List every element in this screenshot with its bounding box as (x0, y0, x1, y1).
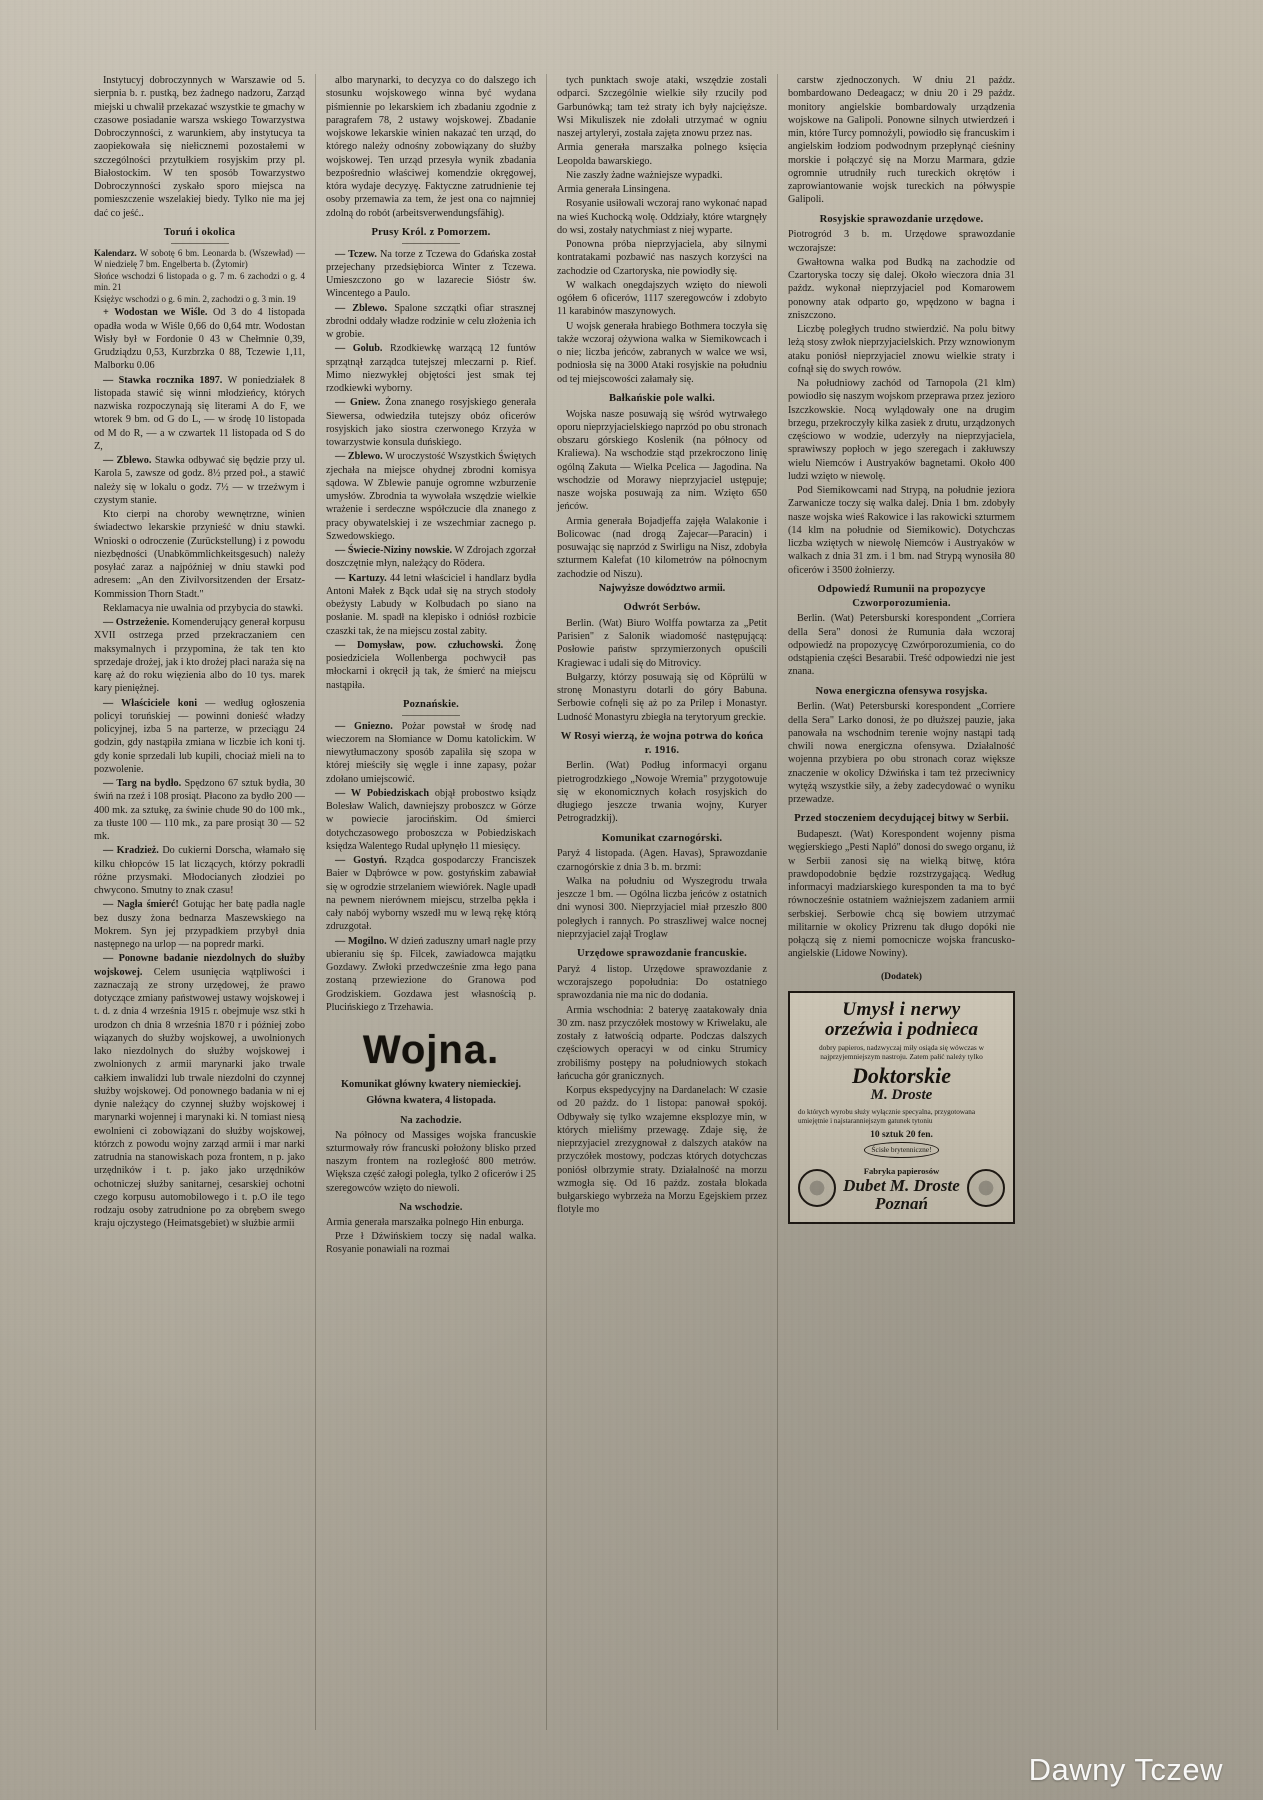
item-stawka-body: W poniedziałek 8 listopada stawić się winni młodzieńcy, których nazwiska rozpoczynają się literami A do F, we wtorek 9 bm. od G do L, — w środę 10 listopada od M do R, — a w czwartek 11 listopada od S do Z, (94, 374, 305, 452)
item-ostrzezenie-body: Komenderujący generał korpusu XVII ostrzega przed przekraczaniem cen maksymalnych i przypomina, że tak ten kto sprzedaje drożej, jak i kto drożej płaci naraża się na karę aż do roku więzienia albo do 10 tys. marek kary pieniężnej. (94, 617, 305, 695)
calendar-line-1: W sobotę 6 bm. Leonarda b. (Wszewład) — W niedzielę 7 bm. Engelberta b. (Żytomir) (94, 247, 305, 269)
masthead-wojna: Wojna. (362, 1028, 500, 1073)
item-mogilno-title: — Mogilno. (335, 935, 387, 947)
heading-balkanskie-pole-walki: Bałkańskie pole walki. (609, 392, 715, 404)
ad-price: 10 sztuk 20 fen. (870, 1129, 933, 1140)
divider (171, 243, 229, 244)
item-kartuzy-body: 44 letni właściciel i handlarz bydła Antoni Małek z Bąck udał się na strych stodoły obeżysty Labudy w Kolbudach po siano na posłanie. M. spadł na klepisko i odniósł rozbicie czaszki tak, że na miejscu zostal zabity. (326, 572, 537, 637)
ad-headline-1: Umysł i nerwy (842, 999, 961, 1021)
paragraph: Nie zaszły żadne ważniejsze wypadki. (566, 169, 723, 181)
heading-rosyjskie-sprawozdanie: Rosyjskie sprawozdanie urzędowe. (819, 213, 984, 225)
ad-brand-name: Doktorskie (852, 1063, 951, 1089)
item-gniezno (326, 720, 536, 786)
paragraph-chory: Kto cierpi na choroby wewnętrzne, winien świadectwo lekarskie przynieść w dniu stawki. Wnioski o odroczenie (Zurückstellung) i z powodu niezbędności (Unabkömmlichkeitsgesuch) należy posyłać zaraz a najpóźniej w dniu stawki pod adresem: „An den Zivilvorsitzenden der Ersatz-Kommission Thorn Stadt." (94, 509, 305, 600)
item-nagla-body: Gotując her batę padła nagle bez duszy żona bednarza Maszewskiego na Mokrem. Syn jej przypadkiem przybył dnia następnego na urlop — na popredr marki. (94, 899, 305, 951)
label-armia-leopold: Armia generała marszałka polnego księcia Leopolda bawarskiego. (557, 142, 767, 167)
item-targ-title: — Targ na bydło. (103, 778, 182, 790)
item-kartuzy-title: — Kartuzy. (335, 572, 387, 584)
ad-description: do których wyrobu służy wyłącznie specyalna, przygotowana umiejętnie i najstaranniejszym gatunek tytoniu (798, 1107, 976, 1125)
item-gniezno-body: Pożar powstał w środę nad wieczorem na Słomiance w Domu katolickim. W niewytłumaczony sposób zapaliła się szopa w której mieściły się węgle i inne zapasy, pożar zdołano umiejscowić. (326, 720, 536, 785)
item-golub-title: — Golub. (335, 343, 383, 355)
item-zblewo-body: Spalone szczątki ofiar strasznej zbrodni oddały władze rodzinie w celu złożenia ich w grobie. (326, 302, 537, 341)
item-swiecie-title: — Świecie-Niziny nowskie. (335, 545, 453, 557)
item-ostrzezenie-title: — Ostrzeżenie. (103, 617, 170, 629)
label-najwyzsze-dowodztwo: Najwyższe dowództwo armii. (598, 582, 726, 594)
item-swiecie (326, 544, 536, 571)
paragraph: U wojsk generała hrabiego Bothmera toczyła się także wczoraj ożywiona walka w Siemikowcach i o nie; liczba jeńców, zabranych w walce we wsi, podniosła się na 3000 Ataki rosyjskie na południu od tej miejscowości załamały się. (557, 320, 767, 385)
paragraph: Armia generała Bojadjeffa zajęła Walakonie i Bolicowac (nad drogą Zajecar—Paracin) i posuwając się naprzód z Swirligu na Nisz, zdobyła szturmem Kalefat (10 kilometrów na północnym zachodzie od Niszu). (557, 515, 767, 580)
item-nagla-title: — Nagła śmierć! (103, 899, 179, 911)
paragraph: Pod Siemikowcami nad Strypą, na południe jeziora Zarwanicze toczy się walka dalej. Dnia 1 bm. zdobyły nasze wojska wieś Rakowice i las rakowicki szturmem (14 klm na południe od Siemikowic). Dotychczas liczba wziętych w niewolę Niemców i Austryaków w walkach z dnia 31 zm. i 1 bm. nad Strypą wynosiła 80 oficerów i 3500 żołnierzy. (788, 485, 1015, 576)
item-stawka-title: — Stawka rocznika 1897. (103, 374, 223, 386)
wojna-subtitle-2: Główna kwatera, 4 listopada. (366, 1095, 496, 1107)
heading-na-zachodzie: Na zachodzie. (400, 1114, 462, 1126)
heading-na-wschodzie: Na wschodzie. (399, 1201, 463, 1213)
item-zblewo-title: — Zblewo. (335, 302, 388, 314)
paragraph: carstw zjednoczonych. W dniu 21 paźdz. bombardowano Dedeagacz; w dniu 20 i 29 paźdz. monitory angielskie bombardowaly urządzenia wojskowe na Galipoli. Ponowne silnych utwierdzeń i min, które Turcy pomnożyli, powiodło się francuskim i angielskim łodziom podwodnym przepłynąć cieśniny morskie i połączyć się na Morzu Marmara, gdzie ogromnie utrudniły ruch tureckich okrętów i zaprowiantowanie wojsk tureckich na półwyspie Galipoli. (788, 75, 1015, 206)
item-zblewo-2 (326, 450, 536, 543)
paragraph: W walkach onegdajszych wzięto do niewoli ogółem 6 oficerów, 1117 szeregowców i zdobyto 11 karabinów maszynowych. (557, 279, 767, 318)
divider (402, 243, 460, 244)
item-mogilno (326, 935, 536, 1015)
item-golub (326, 342, 536, 395)
item-tczew-title: — Tczew. (335, 248, 377, 260)
heading-rosya-wojna: W Rosyi wierzą, że wojna potrwa do końca r. 1916. (560, 730, 764, 756)
paragraph: Paryż 4 listop. Urzędowe sprawozdanie z wczorajszego popołudnia: Do ostatniego sprawozdania nie ma nic do dodania. (557, 963, 767, 1002)
item-kradziez (94, 844, 305, 897)
item-domyslaw-body: Żonę posiedziciela Wollenberga pochwycił pas młockarni i okręcił ją tak, że śmierć na miejscu nastąpiła. (326, 639, 536, 691)
paragraph: Gwałtowna walka pod Budką na zachodzie od Czartoryska toczy się dalej. Około wieczora dnia 31 paźdz. wykonał nieprzyjaciel pod Komarowem ponowny atak odparto go, wpędzono w bagna i zniszczono. (788, 256, 1015, 321)
column-3 (546, 74, 777, 1730)
item-nagla-smierc (94, 898, 305, 951)
item-gostyn-body: Rządca gospodarczy Franciszek Baier w Dąbrówce w pow. gostyńskim zabawiał się w ogrodzie strzelaniem wiewiórek. Nagle upadł na pewnem nierównem miejscu, strzelba pękła i cały nabój wyborny wszedł mu w lewą rękę którą zdruzgotał. (326, 855, 537, 933)
item-targ-body: Spędzono 67 sztuk bydła, 30 świń na rzeź i 108 prosiąt. Płacono za bydło 200 — 400 mk. za sztukę, za świnie chude 90 do 100 mk., za tłuste 100 — 110 mk., za pare prosiąt 30 — 52 mk. (94, 778, 305, 843)
wojna-subtitle-1: Komunikat główny kwatery niemieckiej. (340, 1079, 522, 1091)
item-gostyn-title: — Gostyń. (335, 855, 387, 867)
item-domyslaw-title: — Domysław, pow. człuchowski. (335, 639, 504, 651)
advertisement-doktorskie[interactable] (788, 991, 1015, 1224)
item-kradziez-title: — Kradzież. (103, 845, 159, 857)
ad-footer-1: Fabryka papierosów (863, 1165, 940, 1176)
item-zblewo2-body: W uroczystość Wszystkich Świętych zjechała na miejsce ohydnej zbrodni komisya sądowa. W Zblewie panuje ogromne wzburzenie umysłów. Zbrodnia ta wywołała wszędzie wielkie wrażenie i serdeczne współczucie dla znanego z pracy obywatelskiej i ze wszechmiar zacnego p. Szwedowskiego. (326, 451, 536, 542)
heading-odpowiedz-rumunii: Odpowiedź Rumunii na propozycye Czworporozumienia. (817, 583, 986, 609)
item-zblewo2-title: — Zblewo. (335, 451, 383, 463)
item-wlasciciele-koni (94, 697, 305, 777)
ad-subtext: dobry papieros, nadzwyczaj miły osiąda się wówczas w najprzyjemniejszym nastroju. Zatem pałić należy tylko (818, 1042, 984, 1062)
stamp-icon (798, 1169, 836, 1207)
paragraph: Armia wschodnia: 2 bateryę zaatakowały dnia 30 zm. nasz przyczółek mostowy w Kriwelaku, ale zostały z łatwością odparte. Podczas dalszych częściowych operacyi w od cinku Strumicy zrobiliśmy postępy na południowych stokach łańcucha gór granicznych. (557, 1004, 767, 1082)
item-wodostan (94, 306, 305, 372)
item-mogilno-body: W dzień zaduszny umarł nagle przy ubieraniu się śp. Filcek, zawiadowca majątku Gozdawy. Zwłoki przedwcześnie zma łego pana zostaną przewiezione do Granowa pod Grodziskiem. Gozdawa jest własnością p. Plucińskiego z Trzehawia. (326, 935, 536, 1013)
item-domyslaw (326, 639, 536, 692)
paragraph: Ponowna próba nieprzyjaciela, aby silnymi kontratakami pozbawić nas naszych korzyści na zachodzie od Czartoryska, nie powiodły się. (557, 239, 767, 277)
item-targ (94, 777, 305, 843)
calendar-line-3: Księżyc wschodzi o g. 6 min. 2, zachodzi o g. 3 min. 19 (94, 294, 296, 305)
item-zblewo-body: Stawka odbywać się będzie przy ul. Karola 5, zawsze od godz. 8½ przed poł., a stawić należy się w lokalu o godz. 7½ — w trzeźwym i czystym stanie. (94, 455, 306, 506)
paragraph: albo marynarki, to decyzya co do dalszego ich stosunku wojskowego winna być wydana piśmiennie po lekarskiem ich zbadaniu zgodnie z paragrafem 78, 2 ustawy wojskowej. Zbadanie wojskowe lekarskie winien nakazać ten urząd, do którego należy odnośny zobowiązany do służby wojskowej. Ten urząd przesyła wynik zbadania bezpośrednio właściwej komendzie okręgowej, która wydaje decyzyę. Faktyczne zatrudnienie tej osoby przemawia za tem, że jest ona co najmniej zdolną do robót (arbeitsverwendungsfähig). (326, 75, 536, 219)
item-stawka (94, 374, 305, 454)
column-container (84, 74, 1179, 1730)
section-heading-poznanskie: Poznańskie. (402, 698, 460, 710)
heading-bitwa-w-serbii: Przed stoczeniem decydującej bitwy w Serbii. (794, 813, 1009, 825)
item-pobiedziska (326, 787, 536, 853)
item-pobiedziska-title: — W Pobiedziskach (335, 787, 429, 799)
item-gniew-title: — Gniew. (335, 397, 381, 409)
calendar-title: Kalendarz. (94, 247, 137, 258)
paragraph: Bułgarzy, którzy posuwają się od Köprülü w stronę Monastyru dotarli do góry Babuna. Serbowie cofnęli się aż po za Prilep i Monastyr. Ludność Monastyru zbiegła na terytoryum greckie. (557, 671, 767, 723)
section-heading-prusy: Prusy Król. z Pomorzem. (371, 226, 491, 238)
paragraph: Berlin. (Wat) Petersburski korespondent „Corriere della Sera" Larko donosi, że po dłuższej pauzie, jaka panowała na wschodnim terenie wojny nastąpi tadą chwili nowa energiczna ofensywa. Działalność wojenna przybiera po obu stronach coraz większe znaczenie w okolicy Dźwińska i tam też przeciwnicy wytężą wszystkie siły, a żeby zadecydować o wyniku przewadze. (788, 701, 1015, 806)
paragraph: Liczbę poległych trudno stwierdzić. Na polu bitwy leżą stosy zwłok nieprzyjacielskich. Przy wznowionym ataku poniósł nieprzyjaciel znowu wielkie straty i cofnął się do swych rowów. (788, 324, 1015, 375)
item-kradziez-body: Do cukierni Dorscha, włamało się kilku chłopców 15 lat liczących, którzy pokradli różne przysmaki. Młodocianych złodziei po chwycono. Smutny to znak czasu! (94, 845, 306, 897)
item-ponowne-title: — Ponowne badanie niezdolnych do służby wojskowej. (94, 953, 305, 978)
paragraph: Instytucyj dobroczynnych w Warszawie od 5. sierpnia b. r. pustką, bez żadnego nadzoru, Zarząd miejski u chwalił przekazać wszystkie te gmachy w czasowe posiadanie warsza wskiego Towarzystwa Dobroczynności, z warunkiem, aby instytucya ta zaopiekowała się niełicznemi pozostałemi w szczególności przytułkiem rosyjskim przy pl. Białostockim. W ten sposób Towarzystwo Dobroczynności zyskało sporo miejsca na pomieszczenie wszelakiej biedy. Tylko nie ma jej dać co jeść.. (94, 75, 305, 219)
item-ponowne-body: Celem usunięcia wątpliwości i zaznaczają ze strony urzędowej, że prawo dotyczące zmiany państwowej ustawy wojskowej i t. d. z dnia 4 września 1915 r. obejmuje wsz stki h urodzon ch dnia 8 września 1870 r i później zobo wiązanych do służby wojskowej, a uwolnionych lako niezdolnych do służby wojskowej i zwolnionych z armii marynarki jako trwale całkiem inwalidzi lub trwale niezdolni do czynnej służby wojskowej. Od ponownego badania w ni ej dynie należący do czynnej służby wojskowej i marynarki wojennej i marynaki ki. N tomiast niesą ewolnieni ci zobowiązani do służby wojskowej, którzch z powodu wojny zarząd armii i mar narki zatrudnia na stanowiskach poza frontem, n p. jako urzędników i t. p. jako jako urzędników ochotniczej służby sanitarnej, cesarskiej ochotni czego korpusu automobilowego i t. p.O ile tego rodzaju osoby zatrudnione po za obrębem swego kraju ojczystego (Heimatsgebiet) w służbie armii (94, 966, 305, 1230)
ad-headline-2: orzeźwia i podnieca (824, 1018, 979, 1040)
paragraph-reklamacya: Reklamacya nie uwalnia od przybycia do stawki. (103, 602, 304, 614)
label-armia-linsingen: Armia generała Linsingena. (557, 184, 671, 195)
ad-detail-row (798, 1108, 1005, 1126)
item-wodostan-title: + Wodostan we Wiśle. (103, 307, 208, 319)
paragraph: Berlin. (Wat) Petersburski korespondent „Corriera della Sera" donosi że Rumunia dała wczoraj odpowiedź na propozycyę Czwórporozumienia, co do odstąpienia części Besarabii. Treść odpowiedzi nie jest znana. (788, 613, 1015, 678)
item-zblewo (326, 302, 536, 342)
ad-brand-maker: M. Droste (870, 1087, 933, 1104)
item-gniezno-title: — Gniezno. (335, 720, 393, 732)
ad-seal-text: Ścisłe brytenniczne! (864, 1142, 938, 1158)
paragraph: Berlin. (Wat) Biuro Wolffa powtarza za „Petit Parisien" z Salonik wiadomość następującą: Posłowie państw sprzymierzonych opuścili Kragiewac i udali się do Mitrovicy. (557, 617, 767, 669)
paragraph: Berlin. (Wat) Podług informacyi organu pietrogrodzkiego „Nowoje Wremia" przygotowuje się w ekonomicznych kołach rosyjskich do długiego jeszcze trwania wojny, Kuryer Petrogradzkij). (557, 760, 767, 825)
item-gostyn (326, 854, 536, 934)
paragraph: Piotrogród 3 b. m. Urzędowe sprawozdanie wczorajsze: (788, 229, 1015, 254)
item-ponowne-badanie (94, 952, 305, 1230)
item-wlasciciele-title: — Właściciele koni (103, 697, 198, 709)
paragraph: Wojska nasze posuwają się wśród wytrwałego oporu nieprzyjacielskiego naprzód po obu stronach obszaru górskiego Koslenik (na północy od Kraliewa). Na wschodzie stąd przekroczono linię ogólną Zakuta — Wielka Pcelica — Jagodina. Na wschodzie od Morawy nieprzyjaciel ustępuje; nasze wojska posuwają za nim. Wzięto 650 jeńców. (557, 408, 767, 513)
calendar-line-2: Słońce wschodzi 6 listopada o g. 7 m. 6 zachodzi o g. 4 min. 21 (94, 270, 305, 292)
paragraph-wschod: Prze ł Dźwińskiem toczy się nadal walka. Rosyanie ponawiali na rozmai (326, 1231, 536, 1256)
ad-seal-row (798, 1163, 1005, 1213)
item-zblewo (94, 454, 305, 507)
heading-komunikat-czarnogorski: Komunikat czarnogórski. (601, 832, 723, 844)
calendar-label (94, 248, 305, 270)
item-swiecie-body: W Zdrojach zgorzał doszczętnie młyn, należący do Rödera. (326, 545, 536, 570)
paragraph: tych punktach swoje ataki, wszędzie zostali odparci. Szczególnie wielkie siły rzucily pod Garbunówką; tam też straty ich były najcięższe. Wsi Mikuliszek nie zdołali utrzymać w ogniu naszej artyleryi, została zajęta znowu przez nas. (557, 75, 767, 139)
item-pobiedziska-body: objął probostwo ksiądz Bolesław Walich, dawniejszy proboszcz w Górze w powiecie jarocińskim. Od śmierci dotychczasowego proboszcza w Pobiedziskach księdza Walentego Rudal upłynęło 11 miesięcy. (326, 787, 536, 852)
paragraph: Na południowy zachód od Tarnopola (21 klm) powiodło się naszym wojskom przeprawa przez jezioro Iszczkowskie. Nocą wylądowały one na drugim brzegu, przekroczyły kilka zasiek z drutu, urządzonych częściowo w wodzie, uderzyły na nieprzyjaciela, sprawiwszy popłoch w jego szeregach i zakłuwszy wielu Niemców i Austryaków bagnetami. Około 400 ludzi wzięto w niewolę. (788, 378, 1015, 482)
heading-ofensywa-rosyjska: Nowa energiczna ofensywa rosyjska. (815, 685, 988, 697)
stamp-icon-2 (967, 1169, 1005, 1207)
column-2 (315, 74, 546, 1730)
item-gniew-body: Żona znanego rosyjskiego generała Siewersa, odwiedziła tutejszy obóz oficerów rosyjskich jako siostra czerwonego Krzyża w towarzystwie konsula duńskiego. (326, 397, 537, 449)
paragraph: Walka na południu od Wyszegrodu trwała jeszcze 1 bm. — Ogólna liczba jeńców z ostatnich dni wynosi 300. Nieprzyjaciel miał przeszło 800 poległych i rannych. Po straszliwej walce nocnej nieprzyjaciel zajął Troglaw (557, 875, 767, 940)
column-4 (777, 74, 1025, 1730)
section-heading-torun: Toruń i okolica (163, 226, 236, 238)
watermark: Dawny Tczew (1028, 1752, 1223, 1787)
paragraph: Paryż 4 listopada. (Agen. Havas), Sprawozdanie czarnogórskie z dnia 3 b. m. brzmi: (557, 848, 767, 873)
item-gniew (326, 396, 536, 449)
paragraph: Rosyanie usiłowali wczoraj rano wykonać napad na wieś Kuchocką wolę. Oddziały, które wtargnęły do wsi, zostały natychmiast z niej wyparte. (557, 198, 767, 236)
item-ostrzezenie (94, 616, 305, 696)
divider (402, 715, 460, 716)
paragraph-zachod: Na północy od Massiges wojska francuskie szturmowały rów francuski położony blisko przed naszym frontem na rozległość 800 metrów. Większa część załogi poległa, tylko 2 oficerów i 25 szeregowców wzięto do niewoli. (326, 1129, 536, 1194)
item-golub-body: Rzodkiewkę warzącą 12 funtów sprzątnął zarządca tutejszej mleczarni p. Rief. Mimo niezwykłej objętości jest smak tej rzodkiewki wyborny. (326, 343, 536, 395)
label-armia-hindenburg: Armia generała marszałka polnego Hin enburga. (326, 1216, 524, 1228)
item-wodostan-body: Od 3 do 4 listopada opadła woda w Wiśle 0,66 do 0,64 mtr. Wodostan Wisły był w Fordonie 0 43 w Chełmnie 0,39, Grudziądzu 0,53, Kurzbrzka 0 88, Tczewie 1,11, Malborku 0.06 (94, 307, 306, 372)
ad-footer-2: Dubet M. Droste Poznań (843, 1176, 960, 1213)
item-zblewo-title: — Zblewo. (103, 455, 152, 467)
heading-odwrot-serbow: Odwrót Serbów. (623, 602, 701, 614)
item-kartuzy (326, 572, 536, 638)
column-1 (84, 74, 315, 1730)
paragraph: Budapeszt. (Wat) Korespondent wojenny pisma węgierskiego „Pesti Napló" donosi do swego organu, iż w Serbii zanosi się na wielką bitwę, która prawdopodobnie będzie rozstrzygającą. Według informacyi madziarskiego kuresponden ta ma to być równocześnie ostatniem ważniejszem zadaniem armii serbskiej. Serbowie chcą się bowiem utrzymać militarnie w okolicy Prizrenu tak długo dopóki nie połączą się z niemi pomocnicze wojska francusko-angielskie (Lidowe Nowiny). (788, 829, 1015, 960)
heading-sprawozdanie-francuskie: Urzędowe sprawozdanie francuskie. (577, 948, 747, 960)
paragraph: Korpus ekspedycyjny na Dardanelach: W czasie od 20 paźdz. do 1 listopa: panował spokój. Odbywały się tylko wzajemne eksplozye min, w których mieliśmy przewagę. Zdaje się, że nieprzyjaciel zrezygnował z dalszych ataków na przyczółek mostowy, podczas których dotychczas poniósł olbrzymie straty. Działalność na morzu wzmogła się. Od 16 paźdz. została blokada bułgarskiego wybrzeża na Morzu Egejskiem przez flotyle mo (557, 1085, 767, 1216)
item-wlasciciele-body: — według ogłoszenia policyi toruńskiej — powinni donieść władzy policyjnej, izba 5 na parterze, w przeciągu 24 godzin, gdy nastąpiła zmiana w liczbie ich koni tj. gdy konie sprzedali lub kupili, chociaż mieli na to pozwolenie. (94, 697, 305, 775)
item-tczew-body: Na torze z Tczewa do Gdańska został przejechany przedsiębiorca Winter z Tczewa. Umieszczono go w lazarecie Sióstr św. Wincentego a Paulo. (326, 248, 536, 300)
dodatek-label: (Dodatek) (880, 970, 923, 982)
item-tczew (326, 248, 536, 301)
